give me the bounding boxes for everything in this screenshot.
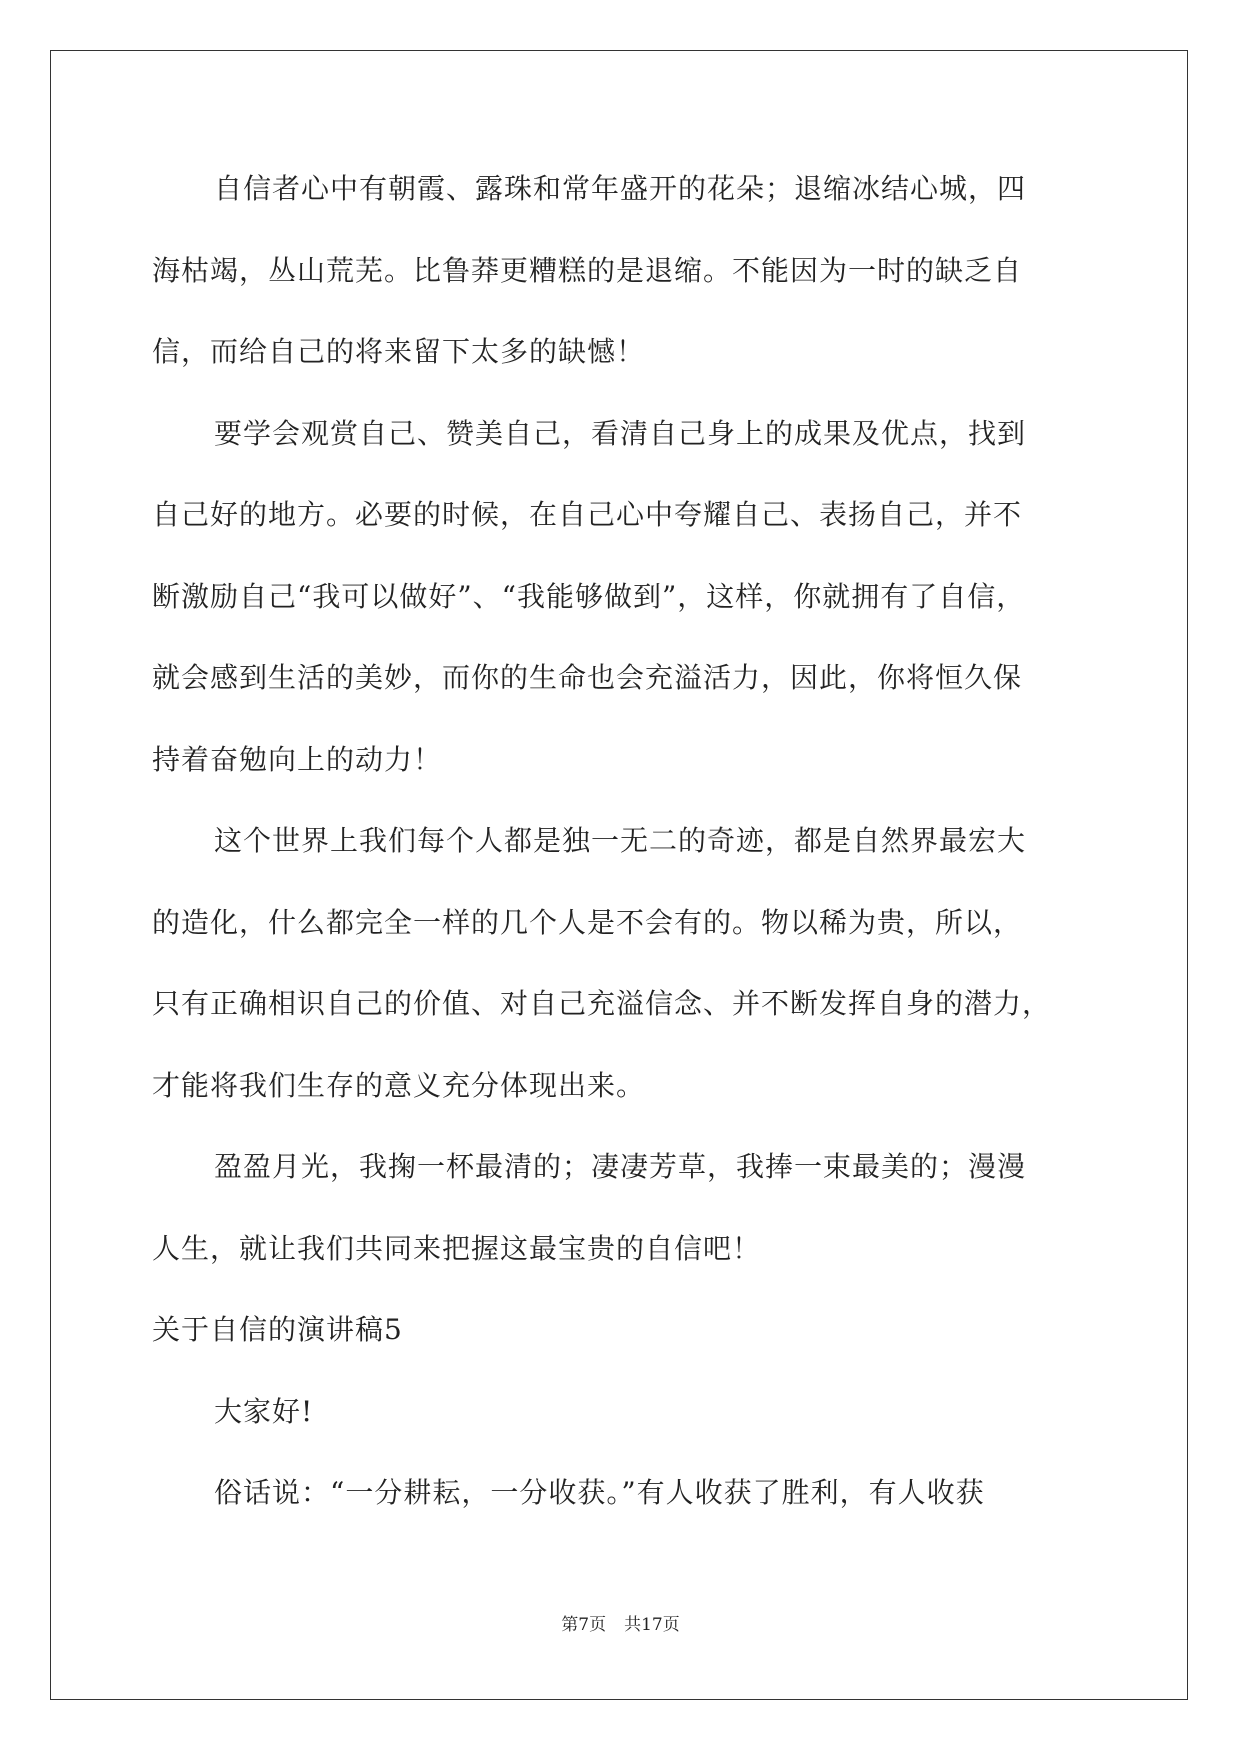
paragraph-line: 持着奋勉向上的动力！ bbox=[152, 742, 443, 776]
paragraph-line: 要学会观赏自己、赞美自己，看清自己身上的成果及优点，找到 bbox=[214, 416, 1027, 450]
paragraph-line: 自信者心中有朝霞、露珠和常年盛开的花朵；退缩冰结心城，四 bbox=[214, 172, 1027, 205]
document-body bbox=[152, 148, 1102, 1534]
paragraph-line: 的造化，什么都完全一样的几个人是不会有的。物以稀为贵，所以， bbox=[152, 905, 1023, 939]
page-total: 共17页 bbox=[624, 1615, 680, 1635]
paragraph-3 bbox=[152, 800, 1102, 1126]
paragraph-line: 自己好的地方。必要的时候，在自己心中夸耀自己、表扬自己，并不 bbox=[152, 498, 1023, 531]
paragraph-line: 断激励自己“我可以做好”、“我能够做到”，这样，你就拥有了自信， bbox=[152, 579, 1026, 613]
paragraph-line: 海枯竭，丛山荒芜。比鲁莽更糟糕的是退缩。不能因为一时的缺乏自 bbox=[152, 253, 1023, 287]
paragraph-line: 信，而给自己的将来留下太多的缺憾！ bbox=[152, 335, 646, 368]
paragraph-line: 这个世界上我们每个人都是独一无二的奇迹，都是自然界最宏大 bbox=[214, 824, 1027, 857]
paragraph-line: 盈盈月光，我掬一杯最清的；凄凄芳草，我捧一束最美的；漫漫 bbox=[214, 1150, 1027, 1183]
paragraph-line: 只有正确相识自己的价值、对自己充溢信念、并不断发挥自身的潜力， bbox=[152, 987, 1052, 1020]
paragraph-2 bbox=[152, 393, 1102, 801]
page-footer bbox=[0, 1610, 1241, 1635]
paragraph-1 bbox=[152, 148, 1102, 393]
page-number: 第7页 bbox=[561, 1615, 607, 1635]
paragraph-line: 俗话说：“一分耕耘，一分收获。”有人收获了胜利，有人收获 bbox=[214, 1476, 985, 1509]
greeting: 大家好! bbox=[214, 1394, 314, 1428]
paragraph-4 bbox=[152, 1126, 1102, 1289]
paragraph-line: 人生，就让我们共同来把握这最宝贵的自信吧！ bbox=[152, 1231, 762, 1265]
paragraph-line: 就会感到生活的美妙，而你的生命也会充溢活力，因此，你将恒久保 bbox=[152, 661, 1023, 694]
paragraph-line: 才能将我们生存的意义充分体现出来。 bbox=[152, 1068, 646, 1102]
paragraph-5 bbox=[152, 1452, 1102, 1534]
section-heading: 关于自信的演讲稿5 bbox=[152, 1313, 403, 1346]
